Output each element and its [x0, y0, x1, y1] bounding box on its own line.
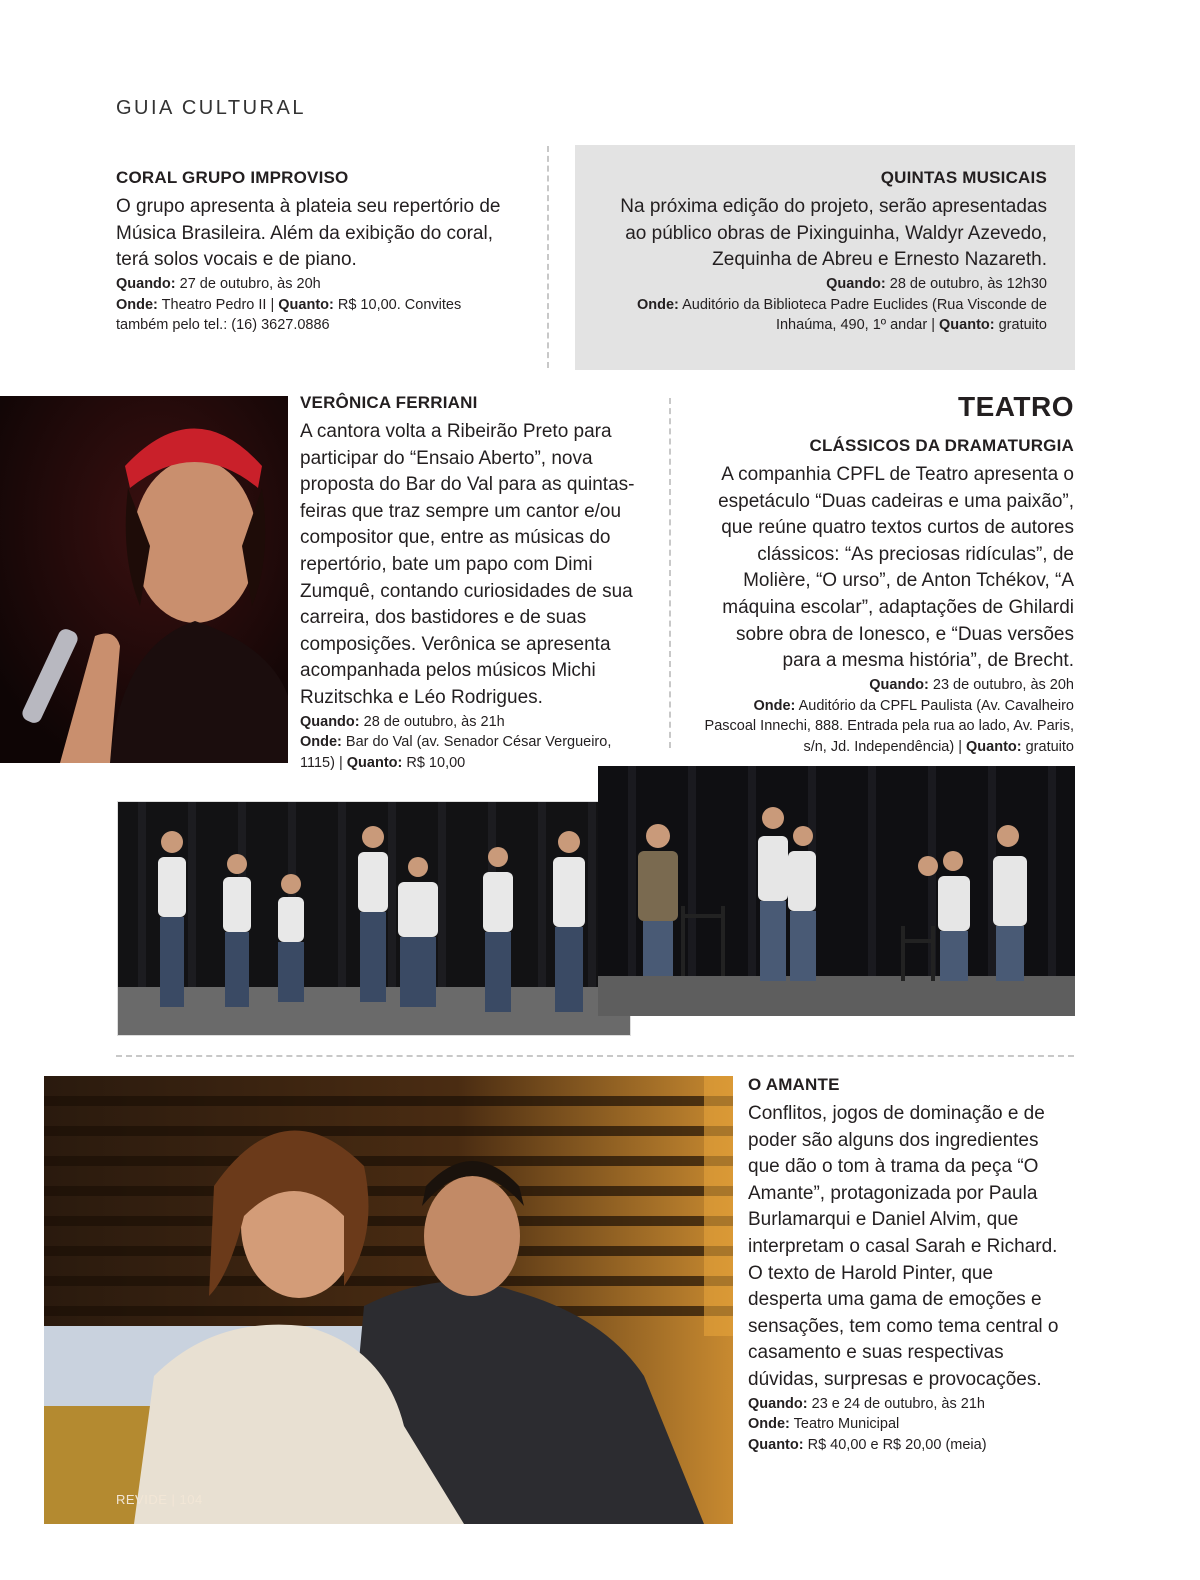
- event-price: R$ 10,00: [402, 755, 466, 772]
- event-price: R$ 40,00 e R$ 20,00 (meia): [803, 1437, 987, 1454]
- event-price: gratuito: [994, 317, 1047, 334]
- when-label: Quando:: [300, 713, 360, 730]
- event-info: [116, 274, 511, 336]
- price-label: Quanto:: [278, 296, 334, 313]
- singer-photo: [0, 396, 288, 763]
- when-label: Quando:: [826, 275, 886, 292]
- event-where: Auditório da Biblioteca Padre Euclides (Rua Visconde de Inhaúma, 490, 1º andar |: [678, 296, 1047, 334]
- page-footer: REVIDE | 104: [116, 1492, 203, 1507]
- article-body: Na próxima edição do projeto, serão apresentadas ao público obras de Pixinguinha, Waldyr Azevedo, Zequinha de Abreu e Ernesto Nazareth.: [620, 196, 1047, 271]
- event-info: [300, 712, 635, 774]
- column-divider: [547, 146, 549, 368]
- article-title: CLÁSSICOS DA DRAMATURGIA: [809, 436, 1074, 455]
- where-label: Onde:: [300, 734, 342, 751]
- article-body: A cantora volta a Ribeirão Preto para participar do “Ensaio Aberto”, nova proposta do Bar do Val para as quintas-feiras que traz sempre um cantor e/ou compositor que, entre as músicas do repertório, bate um papo com Dimi Zumquê, contando curiosidades de sua carreira, dos bastidores e de suas composições. Verônica se apresenta acompanhada pelos músicos Michi Ruzitschka e Léo Rodrigues.: [300, 421, 635, 708]
- section-label: GUIA CULTURAL: [116, 97, 306, 119]
- article-title: O AMANTE: [748, 1075, 840, 1094]
- event-price: R$ 10,00. Convites também pelo tel.: (16) 3627.0886: [116, 296, 462, 334]
- event-where: Auditório da CPFL Paulista (Av. Cavalheiro Pascoal Innechi, 888. Entrada pela rua ao lado, Av. Paris, s/n, Jd. Independência) |: [704, 697, 1074, 756]
- price-label: Quanto:: [346, 755, 403, 772]
- event-when: 23 e 24 de outubro, às 21h: [807, 1395, 985, 1412]
- event-where: Theatro Pedro II |: [157, 296, 279, 313]
- event-when: 28 de outubro, às 12h30: [885, 275, 1047, 292]
- article-title: CORAL GRUPO IMPROVISO: [116, 168, 349, 187]
- when-label: Quando:: [116, 275, 176, 292]
- article-title: QUINTAS MUSICAIS: [880, 168, 1047, 187]
- event-when: 27 de outubro, às 20h: [175, 275, 321, 292]
- where-label: Onde:: [753, 697, 796, 714]
- event-when: 23 de outubro, às 20h: [928, 676, 1074, 693]
- price-label: Quanto:: [966, 739, 1022, 756]
- stage-photo: [117, 801, 631, 1036]
- article-title: VERÔNICA FERRIANI: [300, 393, 478, 412]
- section-heading-teatro: TEATRO: [957, 391, 1074, 422]
- where-label: Onde:: [748, 1416, 790, 1433]
- article-body: A companhia CPFL de Teatro apresenta o espetáculo “Duas cadeiras e uma paixão”, que reúne quatro textos curtos de autores clássicos: “As preciosas ridículas”, de Molière, “O urso”, de Anton Tchékov, “A máquina escolar”, adaptações de Ghilardi sobre obra de Ionesco, e “Duas versões para a mesma história”, de Brecht.: [718, 464, 1074, 672]
- amante-article: [748, 1075, 1068, 1456]
- event-where: Bar do Val (av. Senador César Vergueiro, 1115) |: [300, 734, 612, 772]
- price-label: Quanto:: [748, 1437, 804, 1454]
- when-label: Quando:: [869, 676, 929, 693]
- price-label: Quanto:: [939, 317, 995, 334]
- o-amante-photo: [44, 1076, 733, 1524]
- when-label: Quando:: [748, 1395, 808, 1412]
- stage-photo: [598, 766, 1075, 1016]
- event-when: 28 de outubro, às 21h: [359, 713, 505, 730]
- where-label: Onde:: [116, 296, 158, 313]
- teatro-article: [700, 436, 1074, 758]
- event-price: gratuito: [1021, 739, 1074, 756]
- event-info: [700, 675, 1074, 758]
- event-info: [600, 274, 1047, 336]
- column-divider: [669, 398, 671, 748]
- event-info: [748, 1394, 1068, 1456]
- coral-article: [116, 168, 511, 336]
- article-body: O grupo apresenta à plateia seu repertório de Música Brasileira. Além da exibição do coral, terá solos vocais e de piano.: [116, 196, 501, 271]
- event-where: Teatro Municipal: [789, 1416, 900, 1433]
- article-body: Conflitos, jogos de dominação e de poder são alguns dos ingredientes que dão o tom à trama da peça “O Amante”, protagonizada por Paula Burlamarqui e Daniel Alvim, que interpretam o casal Sarah e Richard. O texto de Harold Pinter, que desperta uma gama de emoções e sensações, tem como tema central o casamento e suas respectivas dúvidas, surpresas e provocações.: [748, 1103, 1059, 1390]
- quintas-article: [600, 168, 1047, 336]
- section-divider: [116, 1055, 1074, 1057]
- veronica-article: [300, 393, 635, 774]
- where-label: Onde:: [637, 296, 679, 313]
